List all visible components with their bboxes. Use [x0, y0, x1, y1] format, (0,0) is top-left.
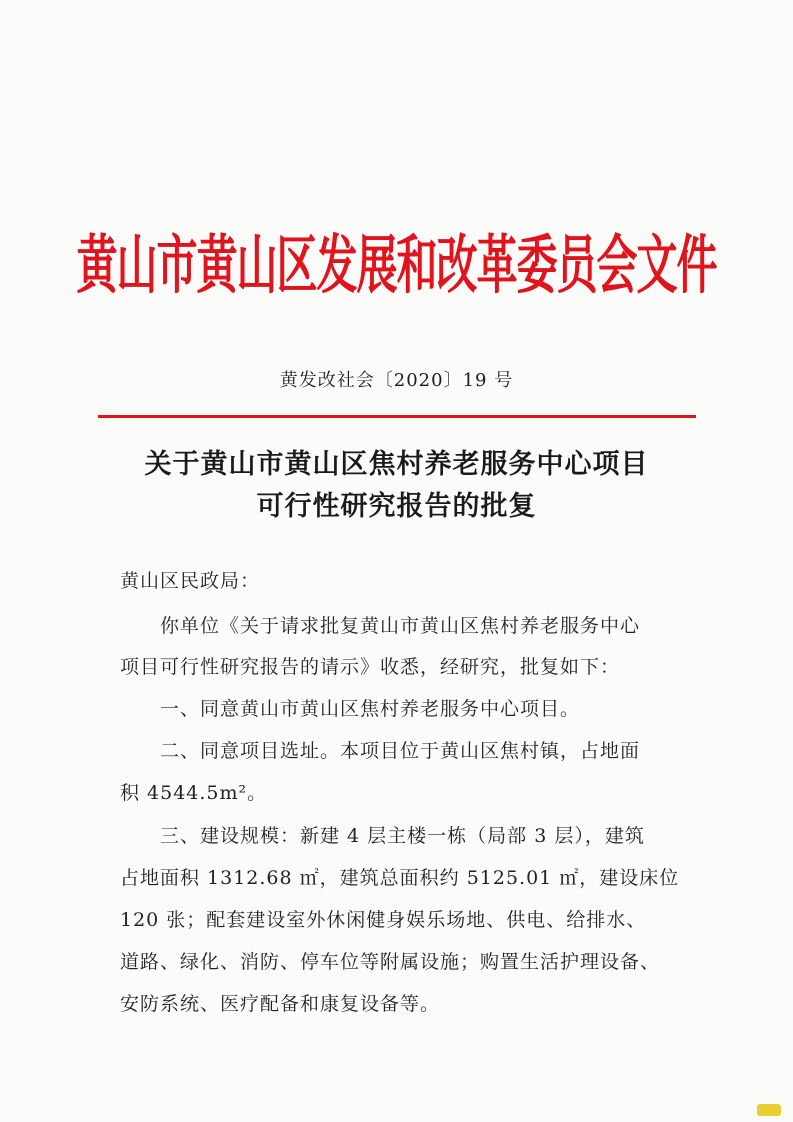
body-paragraph-line: 道路、绿化、消防、停车位等附属设施；购置生活护理设备、 — [120, 951, 661, 973]
body-paragraph-line: 一、同意黄山市黄山区焦村养老服务中心项目。 — [160, 698, 581, 720]
scan-corner-mark — [757, 1104, 781, 1116]
issuing-authority-title: 黄山市黄山区发展和改革委员会文件 — [76, 228, 717, 303]
body-paragraph-line: 二、同意项目选址。本项目位于黄山区焦村镇，占地面 — [160, 740, 641, 762]
body-paragraph-line: 项目可行性研究报告的请示》收悉，经研究，批复如下： — [120, 656, 621, 678]
body-paragraph-line: 占地面积 1312.68 ㎡，建筑总面积约 5125.01 ㎡，建设床位 — [120, 867, 680, 889]
body-paragraph-line: 三、建设规模：新建 4 层主楼一栋（局部 3 层），建筑 — [160, 825, 645, 847]
body-paragraph-line: 你单位《关于请求批复黄山市黄山区焦村养老服务中心 — [160, 615, 641, 637]
body-paragraph-line: 安防系统、医疗配备和康复设备等。 — [120, 993, 441, 1015]
document-number: 黄发改社会〔2020〕19 号 — [279, 370, 514, 391]
addressee: 黄山区民政局： — [120, 570, 261, 592]
red-divider-line — [98, 415, 696, 418]
document-title-line-1: 关于黄山市黄山区焦村养老服务中心项目 — [144, 449, 649, 480]
document-title-line-2: 可行性研究报告的批复 — [256, 491, 537, 522]
body-paragraph-line: 120 张；配套建设室外休闲健身娱乐场地、供电、给排水、 — [120, 909, 647, 931]
body-paragraph-line: 积 4544.5m²。 — [120, 782, 268, 804]
